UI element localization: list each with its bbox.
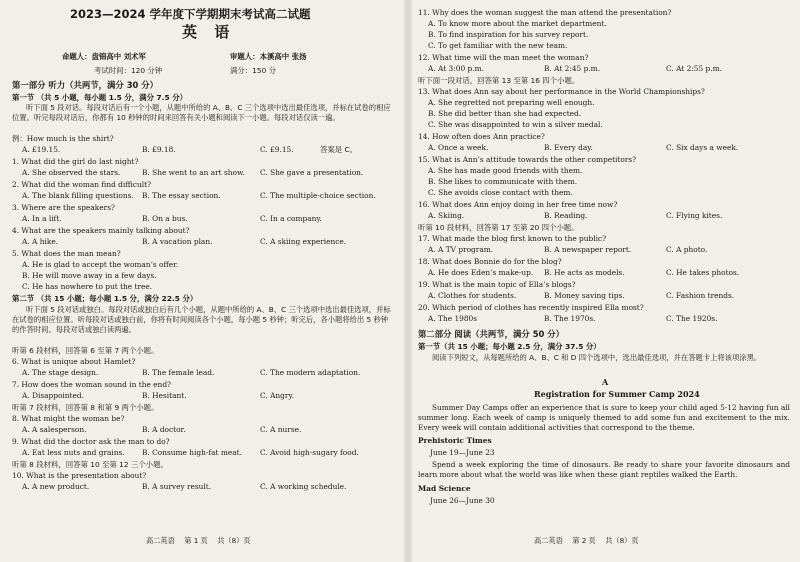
q10-option-c: C. A working schedule. — [260, 482, 347, 491]
q3-option-c: C. In a company. — [260, 214, 322, 223]
q4: 4. What are the speakers mainly talking about? — [12, 226, 190, 235]
segment9-note: 听下面一段对话，回答第 13 至第 16 四个小题。 — [418, 76, 580, 85]
q17-option-a: A. A TV program. — [428, 245, 494, 254]
example-option-a: A. £19.15. — [22, 145, 61, 154]
q8-option-b: B. A doctor. — [142, 425, 186, 434]
q7: 7. How does the woman sound in the end? — [12, 380, 172, 389]
q18-option-b: B. He acts as models. — [544, 268, 625, 277]
q13-option-c: C. She was disappointed to win a silver medal. — [428, 120, 603, 129]
q15-option-c: C. She avoids close contact with them. — [428, 188, 573, 197]
q10: 10. What is the presentation about? — [12, 471, 147, 480]
q1: 1. What did the girl do last night? — [12, 157, 139, 166]
q6: 6. What is unique about Hamlet? — [12, 357, 136, 366]
q12-option-c: C. At 2:55 p.m. — [666, 64, 722, 73]
q13-option-b: B. She did better than she had expected. — [428, 109, 582, 118]
q18-option-a: A. He does Eden’s make-up. — [428, 268, 534, 277]
segment7-note: 听第 7 段材料，回答第 8 和第 9 两个小题。 — [12, 403, 159, 412]
q5: 5. What does the man mean? — [12, 249, 121, 258]
q6-option-b: B. The female lead. — [142, 368, 215, 377]
section1-heading: 第一节 （共 5 小题，每小题 1.5 分，满分 7.5 分） — [12, 93, 187, 102]
q16-option-a: A. Skiing. — [428, 211, 465, 220]
q6-option-c: C. The modern adaptation. — [260, 368, 361, 377]
q4-option-b: B. A vacation plan. — [142, 237, 213, 246]
q15-option-a: A. She has made good friends with them. — [428, 166, 583, 175]
q7-option-b: B. Hesitant. — [142, 391, 187, 400]
q15-option-b: B. She likes to communicate with them. — [428, 177, 578, 186]
q20-option-b: B. The 1970s. — [544, 314, 596, 323]
exam-score: 满分：150 分 — [230, 66, 277, 75]
example-option-c: C. £9.15. — [260, 145, 294, 154]
q17: 17. What made the blog first known to the public? — [418, 234, 607, 243]
q11-option-b: B. To find inspiration for his survey report. — [428, 30, 589, 39]
q19-option-c: C. Fashion trends. — [666, 291, 735, 300]
q10-option-b: B. A survey result. — [142, 482, 212, 491]
exam-time: 考试时间：120 分钟 — [94, 66, 163, 75]
section2-instructions: 听下面 5 段对话或独白。每段对话或独白后有几个小题，从题中所给的 A、B、C 三个选项中选出最佳选项，并标在试卷的相应位置。听每段对话或独白前，你将有时间阅读各个小题，每小题 5 秒钟；听完后，各小题将给出 5 秒钟的作答时间。每段对话或独白读两遍。 — [12, 305, 391, 334]
author-reviewer: 审题人：本溪高中 张扬 — [230, 52, 307, 61]
camp1-description: Spend a week exploring the time of dinosaurs. Be ready to share your favorite dinosaurs and learn more about what the world was like when these giant reptiles walked the Earth. — [418, 460, 790, 479]
section2-heading: 第二节 （共 15 小题；每小题 1.5 分，满分 22.5 分） — [12, 294, 198, 303]
q10-option-a: A. A new product. — [22, 482, 90, 491]
q7-option-a: A. Disappointed. — [22, 391, 84, 400]
q1-option-c: C. She gave a presentation. — [260, 168, 364, 177]
q3-option-a: A. In a lift. — [22, 214, 62, 223]
q3-option-b: B. On a bus. — [142, 214, 188, 223]
camp1-name: Prehistoric Times — [418, 436, 492, 445]
q13: 13. What does Ann say about her performance in the World Championships? — [418, 87, 705, 96]
q7-option-c: C. Angry. — [260, 391, 294, 400]
exam-title: 2023—2024 学年度下学期期末考试高二试题 — [70, 7, 311, 21]
author-setter: 命题人：盘锦高中 刘术军 — [62, 52, 146, 61]
q5-option-c: C. He has nowhere to put the tree. — [22, 282, 153, 291]
q18-option-c: C. He takes photos. — [666, 268, 740, 277]
q19: 19. What is the main topic of Ella’s blogs? — [418, 280, 576, 289]
q12: 12. What time will the man meet the woman? — [418, 53, 589, 62]
q8-option-a: A. A salesperson. — [22, 425, 87, 434]
q2-option-b: B. The essay section. — [142, 191, 221, 200]
q11-option-a: A. To know more about the market department. — [428, 19, 607, 28]
passage-letter: A — [602, 377, 609, 387]
q20-option-c: C. The 1920s. — [666, 314, 718, 323]
page-2 — [416, 0, 796, 562]
q5-option-b: B. He will move away in a few days. — [22, 271, 157, 280]
q1-option-a: A. She observed the stars. — [22, 168, 121, 177]
page-1 — [10, 0, 400, 562]
q18: 18. What does Bonnie do for the blog? — [418, 257, 562, 266]
q19-option-b: B. Money saving tips. — [544, 291, 625, 300]
part2-heading: 第二部分 阅读（共两节，满分 50 分） — [418, 329, 565, 339]
q11: 11. Why does the woman suggest the man attend the presentation? — [418, 8, 672, 17]
passage-title: Registration for Summer Camp 2024 — [534, 389, 700, 399]
q14-option-b: B. Every day. — [544, 143, 593, 152]
q16: 16. What does Ann enjoy doing in her free time now? — [418, 200, 618, 209]
example-question: 例：How much is the shirt? — [12, 134, 114, 143]
segment10-note: 听第 10 段材料，回答第 17 至第 20 四个小题。 — [418, 223, 579, 232]
page-footer: 高二英语 第 1 页 共（8）页 — [146, 536, 251, 545]
q2-option-a: A. The blank filling questions. — [22, 191, 134, 200]
q14: 14. How often does Ann practice? — [418, 132, 545, 141]
part2-section1-heading: 第一节（共 15 小题；每小题 2.5 分，满分 37.5 分） — [418, 342, 601, 351]
q16-option-c: C. Flying kites. — [666, 211, 723, 220]
q13-option-a: A. She regretted not preparing well enough. — [428, 98, 595, 107]
part2-instructions: 阅读下列短文，从每题所给的 A、B、C 和 D 四个选项中，选出最佳选项，并在答题卡上将该项涂黑。 — [432, 353, 762, 362]
q11-option-c: C. To get familiar with the new team. — [428, 41, 568, 50]
q19-option-a: A. Clothes for students. — [428, 291, 517, 300]
q17-option-b: B. A newspaper report. — [544, 245, 632, 254]
segment8-note: 听第 8 段材料，回答第 10 至第 12 三个小题。 — [12, 460, 168, 469]
q17-option-c: C. A photo. — [666, 245, 708, 254]
q9-option-a: A. Eat less nuts and grains. — [22, 448, 125, 457]
segment6-note: 听第 6 段材料，回答第 6 至第 7 两个小题。 — [12, 346, 159, 355]
q20: 20. Which period of clothes has recently inspired Ella most? — [418, 303, 644, 312]
q15: 15. What is Ann’s attitude towards the other competitors? — [418, 155, 637, 164]
q16-option-b: B. Reading. — [544, 211, 588, 220]
q9: 9. What did the doctor ask the man to do? — [12, 437, 170, 446]
q20-option-a: A. The 1980s — [428, 314, 478, 323]
section1-instructions: 听下面 5 段对话。每段对话后有一个小题，从题中所给的 A、B、C 三个选项中选出最佳选项，并标在试卷的相应位置。听完每段对话后，你都有 10 秒钟的时间来回答有关小题和阅读下一小题。每段对话仅读一遍。 — [12, 103, 391, 122]
example-option-b: B. £9.18. — [142, 145, 176, 154]
q4-option-c: C. A skiing experience. — [260, 237, 347, 246]
page-footer-2: 高二英语 第 2 页 共（8）页 — [534, 536, 639, 545]
q12-option-b: B. At 2:45 p.m. — [544, 64, 601, 73]
q6-option-a: A. The stage design. — [22, 368, 99, 377]
q9-option-b: B. Consume high-fat meat. — [142, 448, 242, 457]
camp2-name: Mad Science — [418, 484, 471, 493]
subject-title: 英 语 — [182, 23, 236, 41]
camp1-date: June 19—June 23 — [430, 448, 495, 457]
q8-option-c: C. A nurse. — [260, 425, 302, 434]
page-gutter — [404, 0, 412, 562]
q14-option-c: C. Six days a week. — [666, 143, 739, 152]
q12-option-a: A. At 3:00 p.m. — [428, 64, 484, 73]
q14-option-a: A. Once a week. — [428, 143, 489, 152]
camp2-date: June 26—June 30 — [430, 496, 495, 505]
q2-option-c: C. The multiple-choice section. — [260, 191, 376, 200]
passage-intro: Summer Day Camps offer an experience that is sure to keep your child aged 5-12 having fun all summer long. Each week of camp is uniquely themed to add some fun and excitement to the mix. Every week will contain additional activities that correspond to the theme. — [418, 403, 790, 432]
q8: 8. What might the woman be? — [12, 414, 125, 423]
q9-option-c: C. Avoid high-sugary food. — [260, 448, 359, 457]
q3: 3. Where are the speakers? — [12, 203, 115, 212]
q4-option-a: A. A hike. — [22, 237, 59, 246]
part1-heading: 第一部分 听力（共两节，满分 30 分） — [12, 80, 159, 90]
q5-option-a: A. He is glad to accept the woman’s offer. — [22, 260, 179, 269]
q1-option-b: B. She went to an art show. — [142, 168, 245, 177]
q2: 2. What did the woman find difficult? — [12, 180, 152, 189]
example-answer: 答案是 C。 — [320, 145, 358, 154]
